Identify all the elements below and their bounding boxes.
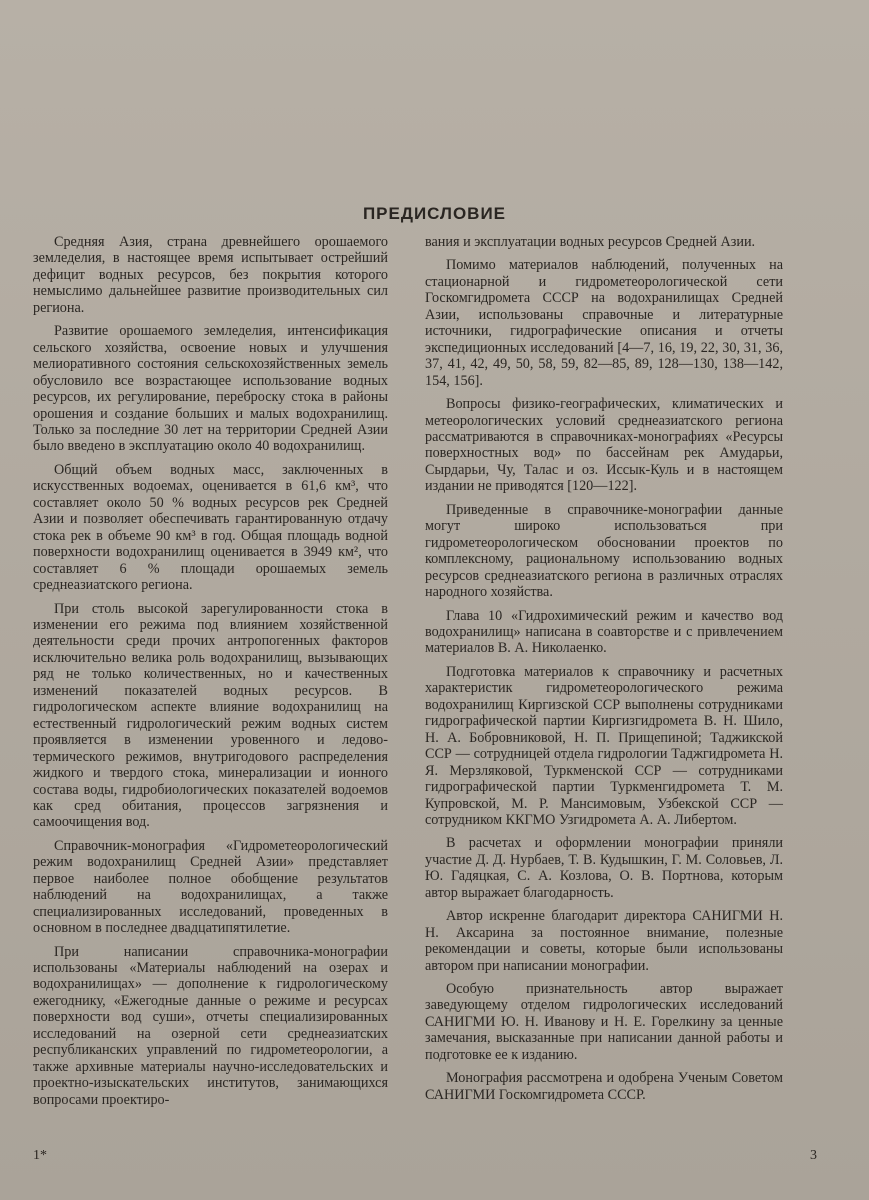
paragraph: При столь высокой зарегулированности стока в изменении его режима под влиянием хозяйственной деятельности среди прочих антропогенных факторов исключительно велика роль водохранилищ, вызывающих ряд не только количественных, но и качественных изменений показателей водных ресурсов. В гидрологическом аспекте влияние водохранилищ на естественный гидрологический режим водных систем проявляется в изменении уровенного и ледово-термического режимов, внутригодового распределения жидкого и твердого стока, минерализации и ионного состава воды, гидробиологических показателей водоемов как сред обитания, процессов загрязнения и самоочищения вод. [33, 600, 388, 831]
paragraph: Вопросы физико-географических, климатических и метеорологических условий среднеазиатского региона рассматриваются в справочниках-монографиях «Ресурсы поверхностных вод» по бассейнам рек Амударьи, Сырдарьи, Чу, Талас и оз. Иссык-Куль и в настоящем издании не приводятся [120—122]. [425, 396, 783, 495]
page-title: ПРЕДИСЛОВИЕ [362, 204, 507, 223]
paragraph: Монография рассмотрена и одобрена Ученым Советом САНИГМИ Госкомгидромета СССР. [425, 1070, 783, 1103]
paragraph: В расчетах и оформлении монографии приняли участие Д. Д. Нурбаев, Т. В. Кудышкин, Г. М. Соловьев, Л. Ю. Гадяцкая, С. А. Козлова, О. В. Портнова, которым автор выражает благодарность. [425, 835, 783, 901]
paragraph: Автор искренне благодарит директора САНИГМИ Н. Н. Аксарина за постоянное внимание, полезные рекомендации и советы, которые были использованы автором при написании монографии. [425, 908, 783, 974]
paragraph-continuation: вания и эксплуатации водных ресурсов Средней Азии. [425, 234, 756, 250]
paragraph: Глава 10 «Гидрохимический режим и качество вод водохранилищ» написана в соавторстве и с привлечением материалов В. А. Николаенко. [425, 607, 783, 657]
paragraph: Подготовка материалов к справочнику и расчетных характеристик гидрометеорологического режима водохранилищ Киргизской ССР выполнены сотрудниками гидрографической партии Киргизгидромета В. Н. Шило, Н. А. Бобровниковой, Н. П. Прищепиной; Таджикской ССР — сотрудницей отдела гидрологии Таджгидромета Н. Я. Мерзляковой, Туркменской ССР — сотрудниками гидрографической партии Туркменгидромета Т. М. Купровской, М. Р. Мансимовым, Узбекской ССР — сотрудником ККГМО Узгидромета А. А. Либертом. [425, 663, 783, 828]
page-number: 3 [810, 1148, 817, 1163]
paragraph: Особую признательность автор выражает заведующему отделом гидрологических исследований САНИГМИ Ю. Н. Иванову и Н. Е. Горелкину за ценные замечания, высказанные при написании данной работы и подготовке ее к изданию. [425, 981, 783, 1063]
paragraph: Помимо материалов наблюдений, полученных на стационарной и гидрометеорологической сети Госкомгидромета СССР на водохранилищах Средней Азии, использованы справочные и литературные источники, гидрографические описания и отчеты экспедиционных исследований [4—7, 16, 19, 22, 30, 31, 36, 37, 41, 42, 49, 50, 58, 59, 82—85, 89, 128—130, 138—142, 154, 156]. [425, 257, 783, 389]
paragraph: Развитие орошаемого земледелия, интенсификация сельского хозяйства, освоение новых и улучшения мелиоративного состояния сельскохозяйственных земель обусловило все возрастающее использование водных ресурсов, их регулирование, переброску стока в районы орошения и создание больших и малых водохранилищ. Только за последние 30 лет на территории Средней Азии было введено в эксплуатацию около 40 водохранилищ. [33, 323, 388, 455]
paragraph: При написании справочника-монографии использованы «Материалы наблюдений на озерах и водохранилищах» — дополнение к гидрологическому ежегоднику, «Ежегодные данные о режиме и ресурсах поверхности вод суши», отчеты специализированных исследований на озерной сети среднеазиатских республиканских управлений по гидрометеорологии, а также архивные материалы научно-исследовательских и проектно-изыскательских институтов, занимающихся вопросами проектиро- [33, 943, 388, 1108]
left-column [33, 234, 388, 1115]
paragraph: Общий объем водных масс, заключенных в искусственных водоемах, оценивается в 61,6 км³, что составляет около 50 % водных ресурсов рек Средней Азии и позволяет обеспечивать гарантированную отдачу стока рек в объеме 90 км³ в год. Общая площадь водной поверхности водохранилищ оценивается в 3949 км², что составляет 6 % площади орошаемых земель среднеазиатского региона. [33, 461, 388, 594]
signature-mark: 1* [33, 1148, 47, 1163]
right-column [425, 234, 783, 1110]
paragraph: Справочник-монография «Гидрометеорологический режим водохранилищ Средней Азии» представляет первое наиболее полное обобщение результатов наблюдений на водохранилищах, а также специализированных исследований, проведенных в основном в последнее двадцатипятилетие. [33, 837, 388, 937]
paragraph: Средняя Азия, страна древнейшего орошаемого земледелия, в настоящее время испытывает острейший дефицит водных ресурсов, без покрытия которого немыслимо дальнейшее развитие производительных сил региона. [33, 234, 388, 316]
paragraph: Приведенные в справочнике-монографии данные могут широко использоваться при гидрометеорологическом обосновании проектов по комплексному, рациональному использованию водных ресурсов среднеазиатского региона в различных отраслях народного хозяйства. [425, 501, 783, 601]
